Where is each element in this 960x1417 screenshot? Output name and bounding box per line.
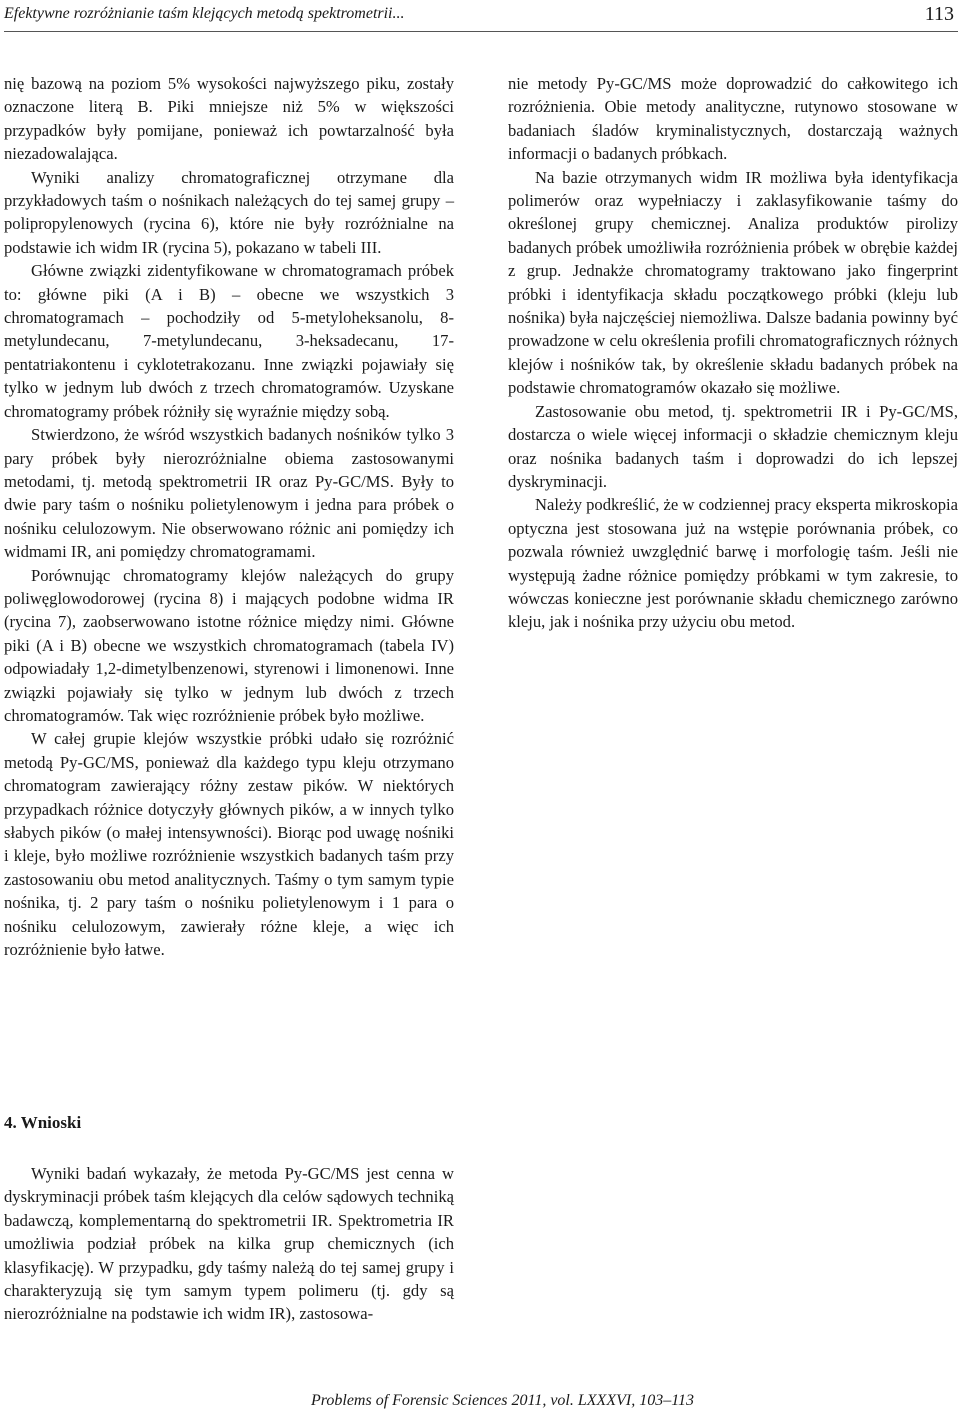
paragraph: Główne związki zidentyfikowane w chromatogramach próbek to: główne piki (A i B) – obecne we wszystkich 3 chromatogramach – pochodziły od 5-metyloheksanolu, 8-metylundecanu, 7-metylundecanu, 3-heksadecanu, 17-pentatriakontenu i cyklotetrakozanu. Inne związki pojawiały się tylko w jednym lub dwóch z trzech chromatogramów. Uzyskane chromatogramy próbek różniły się wyraźnie między sobą. xyxy=(4,261,454,421)
paragraph: W całej grupie klejów wszystkie próbki udało się rozróżnić metodą Py-GC/MS, ponieważ dla każdego typu kleju otrzymano chromatogram zawierający różny zestaw pików. W niektórych przypadkach różnice dotyczyły głównych pików, a w innych tylko słabych pików (o małej intensywności). Biorąc pod uwagę nośniki i kleje, było możliwe rozróżnienie wszystkich badanych taśm przy zastosowaniu obu metod analitycznych. Taśmy o tym samym typie nośnika, tj. 2 pary taśm o nośniku polietylenowym i 1 para o nośniku celulozowym, zawierały różne kleje, a więc ich rozróżnienie było łatwe. xyxy=(4,729,454,960)
paragraph: nię bazową na poziom 5% wysokości najwyższego piku, zostały oznaczone literą B. Piki mniejsze niż 5% w większości przypadków były pomijane, ponieważ ich powtarzalność była niezadowalająca. xyxy=(4,74,454,164)
left-column xyxy=(4,72,454,961)
paragraph: Stwierdzono, że wśród wszystkich badanych nośników tylko 3 pary próbek były nierozróżnialne obiema zastosowanymi metodami, tj. metodą spektrometrii IR oraz Py-GC/MS. Były to dwie pary taśm o nośniku polietylenowym i jedna para próbek o nośniku celulozowym. Nie obserwowano różnic ani pomiędzy ich widmami IR, ani pomiędzy chromatogramami. xyxy=(4,425,454,562)
header-rule xyxy=(4,31,958,32)
paragraph: Należy podkreślić, że w codziennej pracy eksperta mikroskopia optyczna jest stosowana już na wstępie porównania próbek, co pozwala również uwzględnić barwę i morfologię taśm. Jeśli nie występują żadne różnice pomiędzy próbkami w tym zakresie, to wówczas konieczne jest porównanie składu chemicznego zarówno kleju, jak i nośnika przy użyciu obu metod. xyxy=(508,495,958,632)
running-header xyxy=(4,4,958,24)
running-footer: Problems of Forensic Sciences 2011, vol. LXXXVI, 103–113 xyxy=(310,1392,694,1409)
page-number: 113 xyxy=(924,3,954,25)
right-column xyxy=(508,72,958,634)
section-heading: 4. Wnioski xyxy=(4,1113,82,1132)
paragraph: Wyniki analizy chromatograficznej otrzymane dla przykładowych taśm o nośnikach należących do tej samej grupy – polipropylenowych (rycina 6), które nie były rozróżnialne na podstawie ich widm IR (rycina 5), pokazano w tabeli III. xyxy=(4,167,454,257)
paragraph: Porównując chromatogramy klejów należących do grupy poliwęglowodorowej (rycina 8) i mających podobne widma IR (rycina 7), zaobserwowano istotne różnice między nimi. Główne piki (A i B) obecne we wszystkich chromatogramach (tabela IV) odpowiadały 1,2-dimetylbenzenowi, styrenowi i limonenowi. Inne związki pojawiały się tylko w jednym lub dwóch z trzech chromatogramów. Tak więc rozróżnienie próbek było możliwe. xyxy=(4,565,454,725)
paragraph: Na bazie otrzymanych widm IR możliwa była identyfikacja polimerów oraz wypełniaczy i zaklasyfikowanie taśmy do określonej grupy chemicznej. Analiza produktów pirolizy badanych próbek umożliwiła rozróżnienia próbek w obrębie każdej z grup. Jednakże chromatogramy traktowano jako fingerprint próbki i identyfikacja składu początkowego próbki (kleju lub nośnika) była najczęściej niemożliwa. Dalsze badania powinny być prowadzone w celu określenia profili chromatograficznych różnych klejów i nośników tak, by określenie składu badanych próbek na podstawie chromatogramów okazało się możliwe. xyxy=(508,167,958,398)
paragraph: Zastosowanie obu metod, tj. spektrometrii IR i Py-GC/MS, dostarcza o wiele więcej informacji o składzie chemicznym kleju oraz nośnika badanych taśm i doprowadzi do ich lepszej dyskryminacji. xyxy=(508,401,958,491)
conclusions-section xyxy=(4,1112,454,1326)
running-title: Efektywne rozróżnianie taśm klejących metodą spektrometrii... xyxy=(4,5,405,22)
paragraph: Wyniki badań wykazały, że metoda Py-GC/MS jest cenna w dyskryminacji próbek taśm klejących dla celów sądowych techniką badawczą, komplementarną do spektrometrii IR. Spektrometria IR umożliwia podział próbek na kilka grup chemicznych (ich klasyfikację). W przypadku, gdy taśmy należą do tej samej grupy i charakteryzują się tym samym typem polimeru (tj. gdy są nierozróżnialne na podstawie ich widm IR), zastosowa- xyxy=(4,1164,454,1324)
paragraph: nie metody Py-GC/MS może doprowadzić do całkowitego ich rozróżnienia. Obie metody analityczne, rutynowo stosowane w badaniach śladów kryminalistycznych, dostarczają ważnych informacji o badanych próbkach. xyxy=(508,74,958,164)
